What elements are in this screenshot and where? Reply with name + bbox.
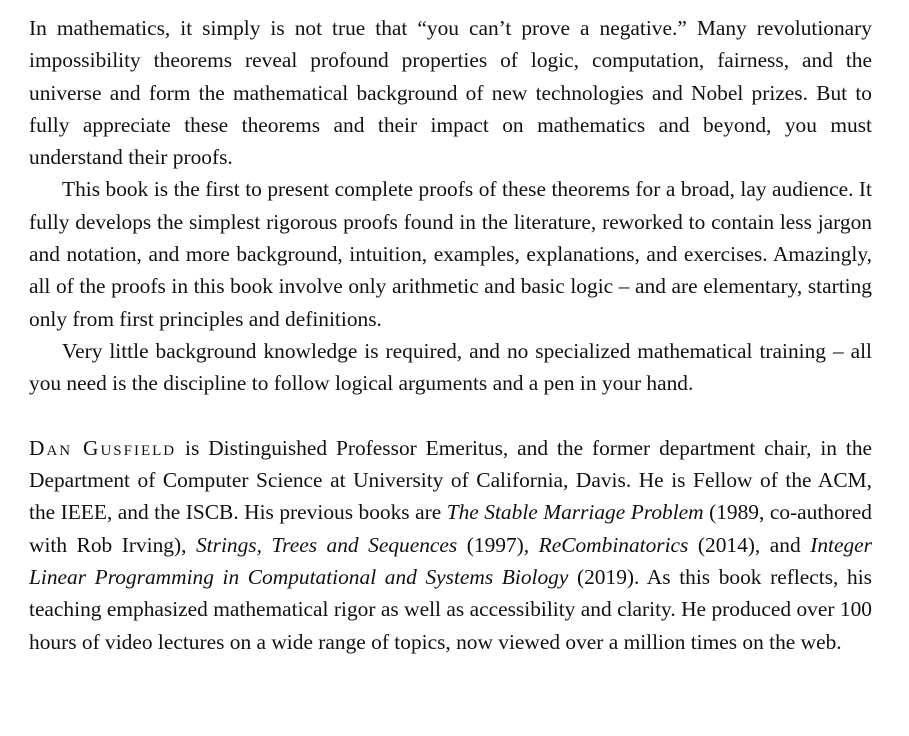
author-bio-text-4: (2014), and (688, 532, 811, 557)
author-bio-text-5: (2019). As this book reflects, his teaching emphasized mathematical rigor as well as accessibility and clarity. He produced over 100 hours of video lectures on a wide range of topics, now viewed over a million times on the web. (29, 565, 872, 654)
description-paragraph-1: In mathematics, it simply is not true that “you can’t prove a negative.” Many revolutionary impossibility theorems reveal profound properties of logic, computation, fairness, and the universe and form the mathematical background of new technologies and Nobel prizes. But to fully appreciate these theorems and their impact on mathematics and beyond, you must understand their proofs. (29, 16, 872, 170)
author-bio-text-3: (1997), (457, 532, 539, 557)
description-paragraph-3: Very little background knowledge is required, and no specialized mathematical training – all you need is the discipline to follow logical arguments and a pen in your hand. (29, 338, 872, 396)
author-bio (29, 432, 872, 658)
description-paragraph-2: This book is the first to present complete proofs of these theorems for a broad, lay audience. It fully develops the simplest rigorous proofs found in the literature, reworked to contain less jargon and notation, and more background, intuition, examples, explanations, and exercises. Amazingly, all of the proofs in this book involve only arithmetic and basic logic – and are elementary, starting only from first principles and definitions. (29, 177, 872, 331)
author-bio-text-1: is Distinguished Professor Emeritus, and the former department chair, in the Department of Computer Science at University of California, Davis. He is Fellow of the ACM, the IEEE, and the ISCB. His previous books are (29, 435, 873, 525)
back-cover-text (29, 12, 872, 658)
book-title-1: The Stable Marriage Problem (446, 500, 704, 525)
book-title-4: Integer Linear Programming in Computational and Systems Biology (29, 532, 872, 590)
author-name: Dan Gusfield (29, 435, 177, 460)
author-bio-text-2: (1989, co-authored with Rob Irving), (29, 500, 872, 557)
book-title-3: ReCombinatorics (538, 532, 689, 557)
book-title-2: Strings, Trees and Sequences (195, 532, 458, 557)
